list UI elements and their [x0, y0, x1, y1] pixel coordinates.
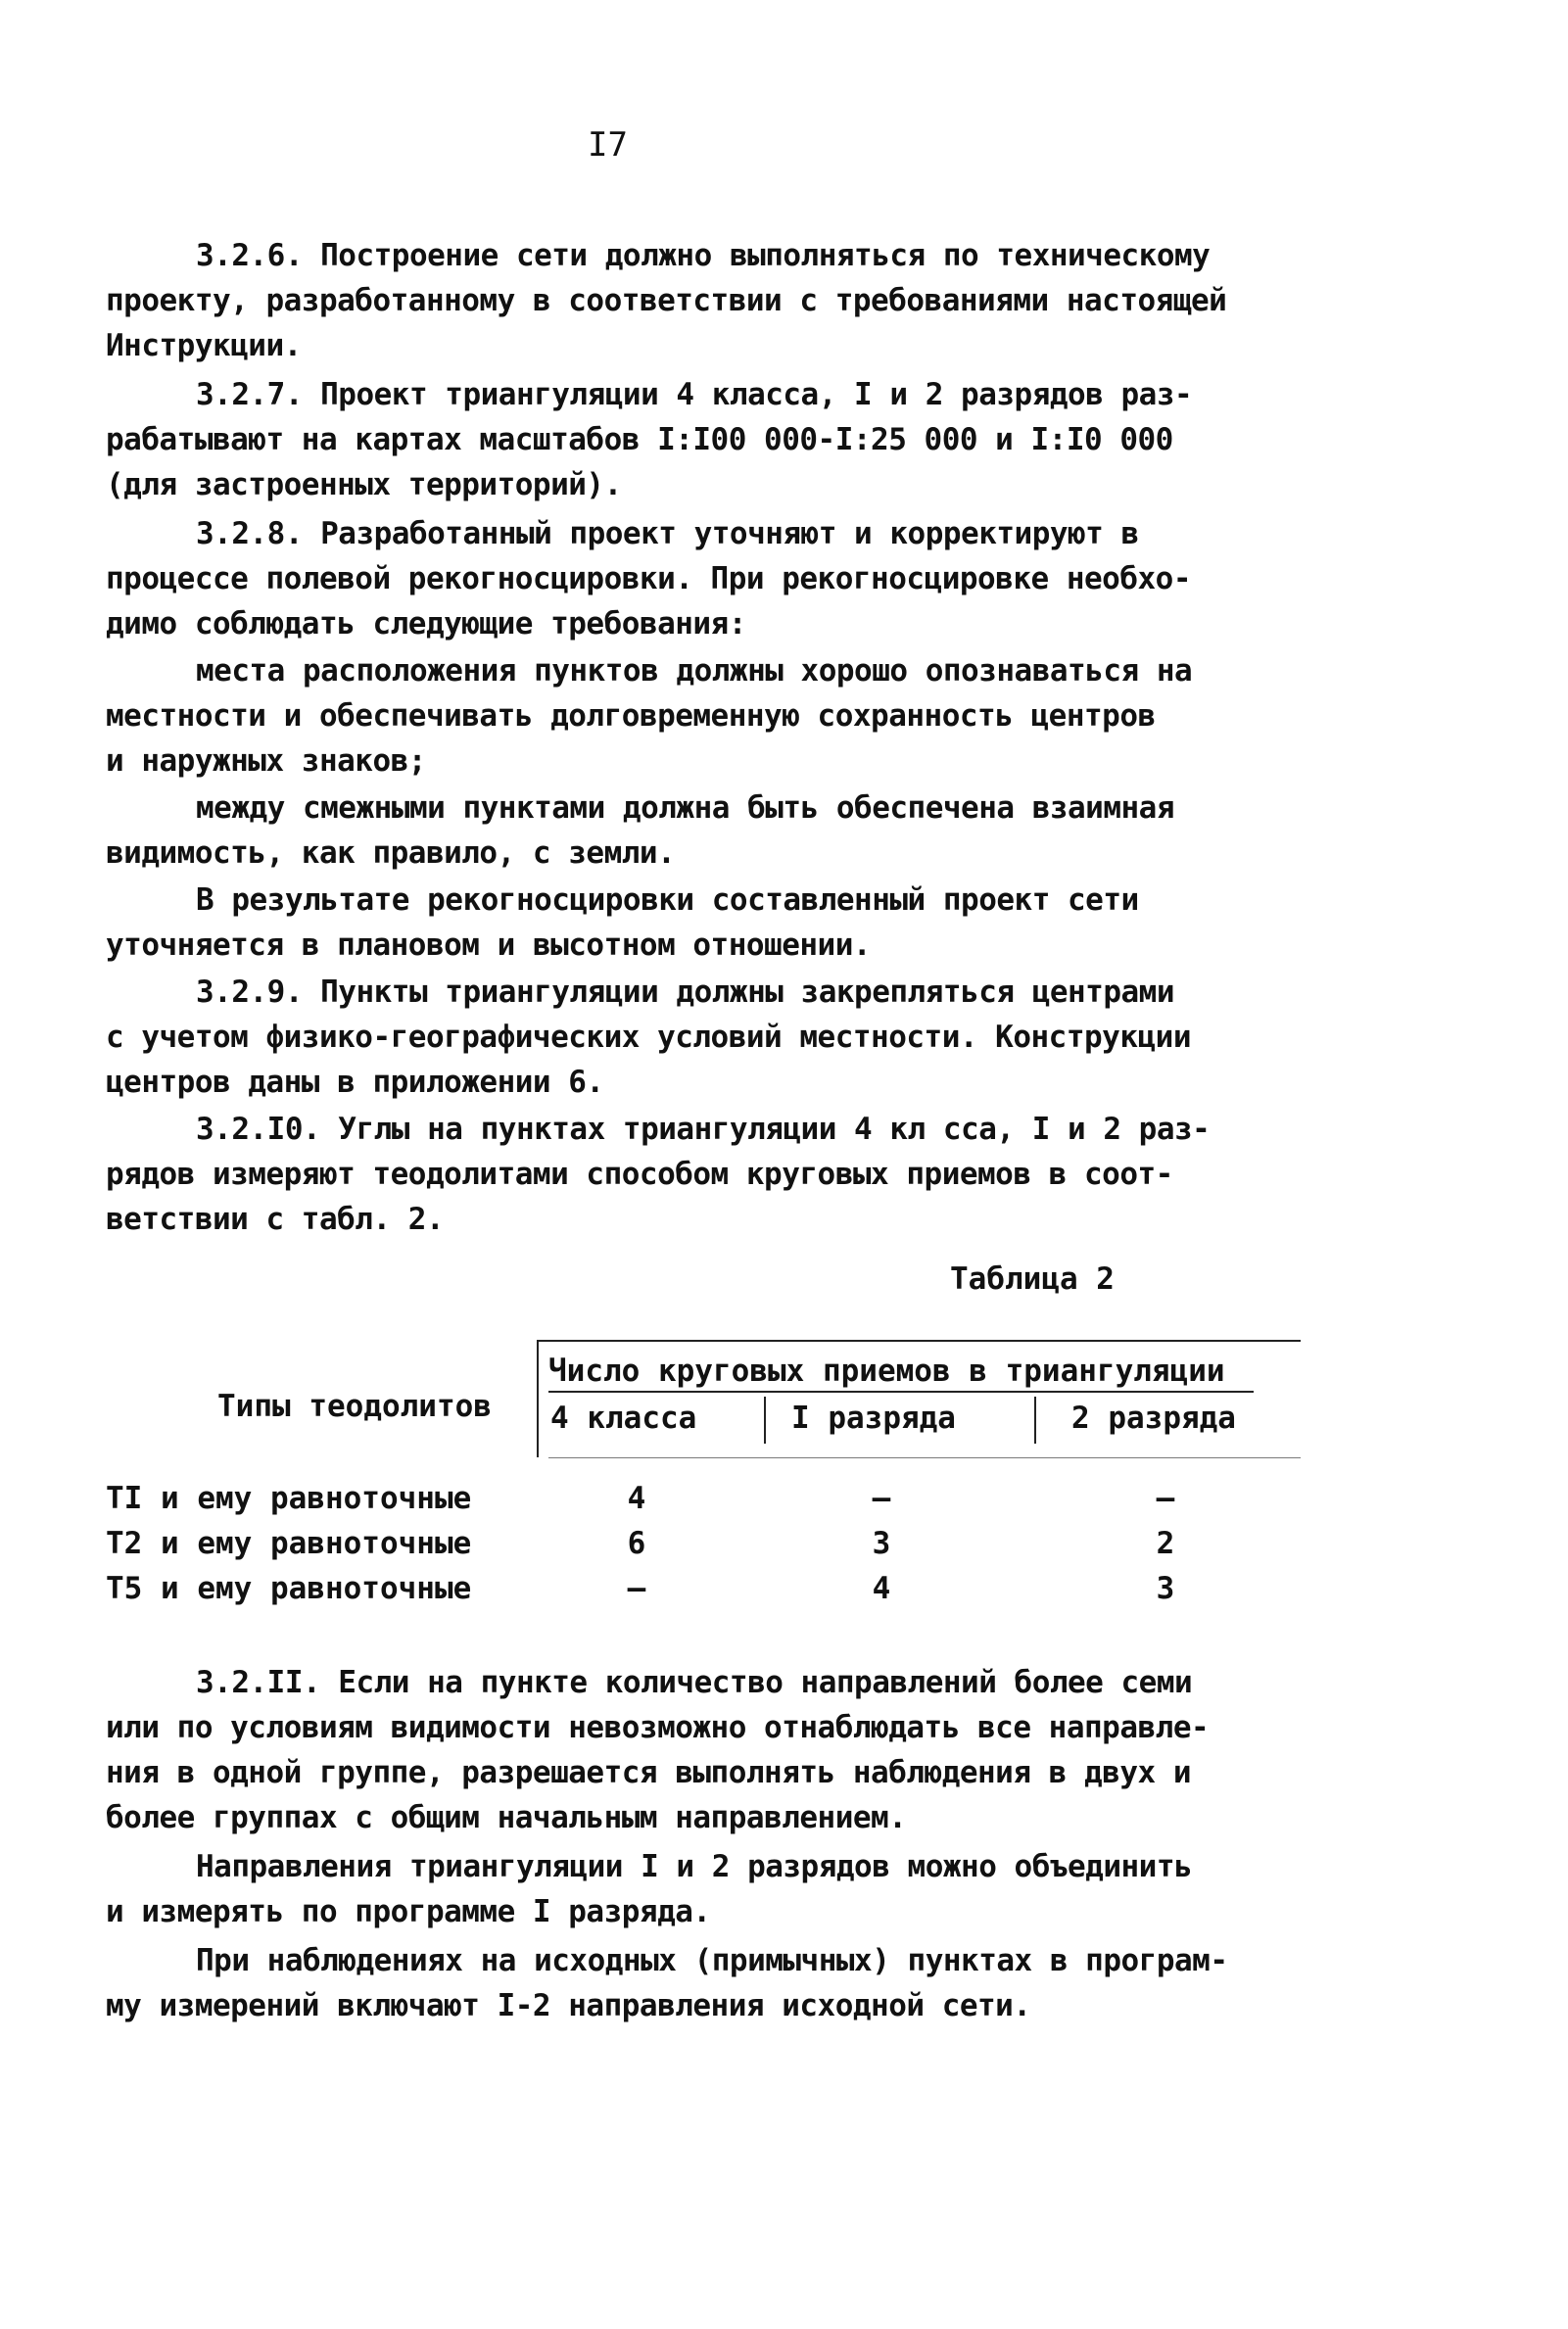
table-cell: 3 — [1156, 1571, 1175, 1606]
text-line: видимость, как правило, с земли. — [106, 835, 676, 871]
table-vertical-rule — [537, 1342, 539, 1457]
text-line: уточняется в плановом и высотном отношении. — [106, 927, 872, 963]
table-cell: 3 — [872, 1526, 891, 1561]
table-cell: 4 — [872, 1571, 891, 1606]
text-line: и наружных знаков; — [106, 743, 426, 779]
text-line: и измерять по программе I разряда. — [106, 1894, 711, 1929]
text-line: 3.2.7. Проект триангуляции 4 класса, I и 2 разрядов раз- — [196, 377, 1193, 412]
text-line: места расположения пунктов должны хорошо опознаваться на — [196, 653, 1193, 689]
table-row-type: TI и ему равноточные — [106, 1481, 472, 1516]
text-line: процессе полевой рекогносцировки. При рекогносцировке необхо- — [106, 561, 1191, 596]
text-line: димо соблюдать следующие требования: — [106, 606, 746, 642]
text-line: 3.2.9. Пункты триангуляции должны закрепляться центрами — [196, 974, 1174, 1010]
text-line: Инструкции. — [106, 328, 302, 363]
subheader-divider — [1034, 1397, 1036, 1444]
table-header-bottom-rule — [548, 1457, 1301, 1458]
text-line: (для застроенных территорий). — [106, 467, 622, 502]
text-line: или по условиям видимости невозможно отнаблюдать все направле- — [106, 1710, 1210, 1745]
text-line: рядов измеряют теодолитами способом круговых приемов в соот- — [106, 1157, 1173, 1192]
text-line: 3.2.8. Разработанный проект уточняют и корректируют в — [196, 516, 1139, 551]
text-line: ветствии с табл. 2. — [106, 1202, 445, 1237]
text-line: В результате рекогносцировки составленный проект сети — [196, 882, 1139, 918]
table-caption: Таблица 2 — [950, 1261, 1115, 1297]
text-line: 3.2.6. Построение сети должно выполняться по техническому — [196, 238, 1211, 273]
table-cell: – — [627, 1571, 646, 1606]
group-header-underline — [548, 1391, 1254, 1393]
text-line: более группах с общим начальным направлением. — [106, 1800, 907, 1835]
text-line: с учетом физико-географических условий местности. Конструкции — [106, 1020, 1191, 1055]
text-line: рабатывают на картах масштабов I:I00 000-I:25 000 и I:I0 000 — [106, 422, 1173, 457]
table-cell: 4 — [627, 1481, 646, 1516]
table-top-rule — [537, 1340, 1301, 1342]
table-cell: 2 — [1156, 1526, 1175, 1561]
subheader-2-rank: 2 разряда — [1071, 1401, 1236, 1436]
text-line: При наблюдениях на исходных (примычных) пунктах в програм- — [196, 1943, 1228, 1978]
page-number: I7 — [588, 125, 628, 165]
subheader-divider — [764, 1397, 766, 1444]
text-line: центров даны в приложении 6. — [106, 1065, 604, 1100]
text-line: му измерений включают I-2 направления исходной сети. — [106, 1988, 1031, 2023]
text-line: Направления триангуляции I и 2 разрядов можно объединить — [196, 1849, 1193, 1884]
text-line: проекту, разработанному в соответствии с требованиями настоящей — [106, 283, 1227, 318]
table-cell: – — [872, 1481, 891, 1516]
group-header: Число круговых приемов в триангуляции — [548, 1354, 1225, 1389]
table-row-type: T5 и ему равноточные — [106, 1571, 472, 1606]
column-header-types: Типы теодолитов — [217, 1389, 492, 1424]
text-line: местности и обеспечивать долговременную сохранность центров — [106, 698, 1156, 734]
text-line: 3.2.I0. Углы на пунктах триангуляции 4 кл сса, I и 2 раз- — [196, 1112, 1211, 1147]
table-row-type: T2 и ему равноточные — [106, 1526, 472, 1561]
text-line: 3.2.II. Если на пункте количество направлений более семи — [196, 1665, 1193, 1700]
subheader-1-rank: I разряда — [791, 1401, 956, 1436]
text-line: ния в одной группе, разрешается выполнять наблюдения в двух и — [106, 1755, 1191, 1790]
subheader-4-class: 4 класса — [550, 1401, 697, 1436]
table-cell: – — [1156, 1481, 1175, 1516]
text-line: между смежными пунктами должна быть обеспечена взаимная — [196, 790, 1174, 826]
table-cell: 6 — [627, 1526, 646, 1561]
